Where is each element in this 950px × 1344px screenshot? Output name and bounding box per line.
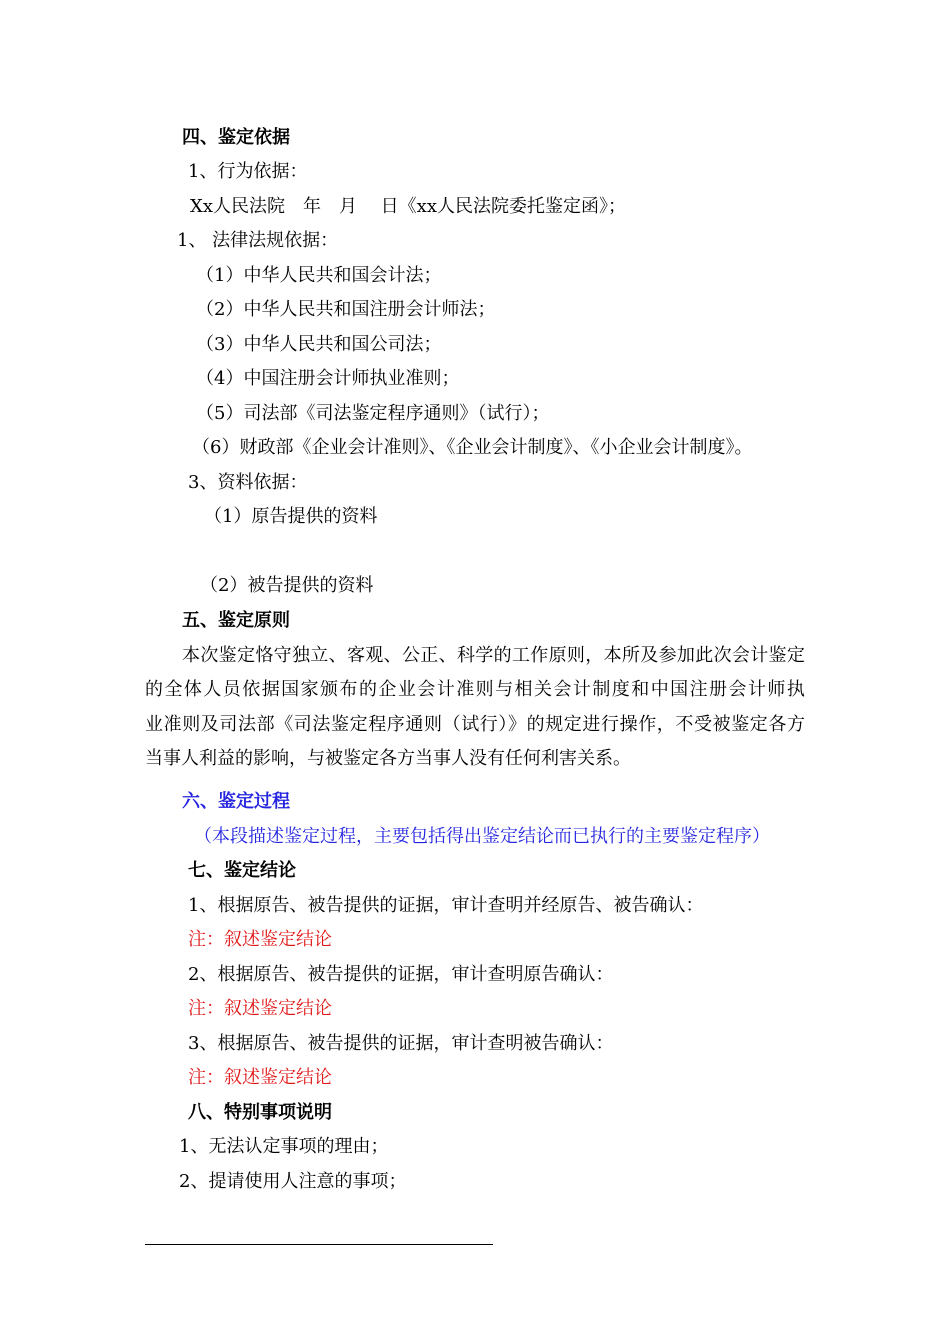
section4-item1: 1、行为依据： xyxy=(188,161,308,182)
law-item: （2）中华人民共和国注册会计师法； xyxy=(196,299,496,320)
section4-item3: 3、资料依据： xyxy=(188,472,308,493)
section5-paragraph-line: 的全体人员依据国家颁布的企业会计准则与相关会计制度和中国注册会计师执 xyxy=(145,679,807,700)
conclusion-item: 2、根据原告、被告提供的证据，审计查明原告确认： xyxy=(188,964,614,985)
law-item: （4）中国注册会计师执业准则； xyxy=(196,368,460,389)
special-item: 1、无法认定事项的理由； xyxy=(179,1136,389,1157)
section5-paragraph-line: 业准则及司法部《司法鉴定程序通则（试行）》的规定进行操作，不受被鉴定各方 xyxy=(145,714,806,735)
section4-heading: 四、鉴定依据 xyxy=(182,127,290,148)
section5-paragraph-line: 当事人利益的影响，与被鉴定各方当事人没有任何利害关系。 xyxy=(145,748,631,769)
conclusion-note: 注：叙述鉴定结论 xyxy=(188,998,332,1019)
conclusion-item: 1、根据原告、被告提供的证据，审计查明并经原告、被告确认： xyxy=(188,895,704,916)
section7-heading: 七、鉴定结论 xyxy=(188,860,296,881)
special-item: 2、提请使用人注意的事项； xyxy=(179,1171,407,1192)
section5-paragraph-line: 本次鉴定恪守独立、客观、公正、科学的工作原则，本所及参加此次会计鉴定 xyxy=(182,645,806,666)
section5-heading: 五、鉴定原则 xyxy=(182,610,290,631)
section4-court-letter: Xx人民法院 年 月 日《xx人民法院委托鉴定函》； xyxy=(190,196,626,217)
law-item: （6）财政部《企业会计准则》、《企业会计制度》、《小企业会计制度》。 xyxy=(192,437,753,458)
footnote-separator xyxy=(145,1244,493,1245)
section4-item2: 1、 法律法规依据： xyxy=(177,230,339,251)
conclusion-item: 3、根据原告、被告提供的证据，审计查明被告确认： xyxy=(188,1033,614,1054)
section6-heading: 六、鉴定过程 xyxy=(182,791,290,812)
law-item: （5）司法部《司法鉴定程序通则》（试行）； xyxy=(196,403,550,424)
material-item: （2）被告提供的资料 xyxy=(200,575,374,596)
conclusion-note: 注：叙述鉴定结论 xyxy=(188,1067,332,1088)
law-item: （1）中华人民共和国会计法； xyxy=(196,265,442,286)
conclusion-note: 注：叙述鉴定结论 xyxy=(188,929,332,950)
material-item: （1）原告提供的资料 xyxy=(204,506,378,527)
law-item: （3）中华人民共和国公司法； xyxy=(196,334,442,355)
section8-heading: 八、特别事项说明 xyxy=(188,1102,332,1123)
section6-note: （本段描述鉴定过程，主要包括得出鉴定结论而已执行的主要鉴定程序） xyxy=(194,826,770,847)
